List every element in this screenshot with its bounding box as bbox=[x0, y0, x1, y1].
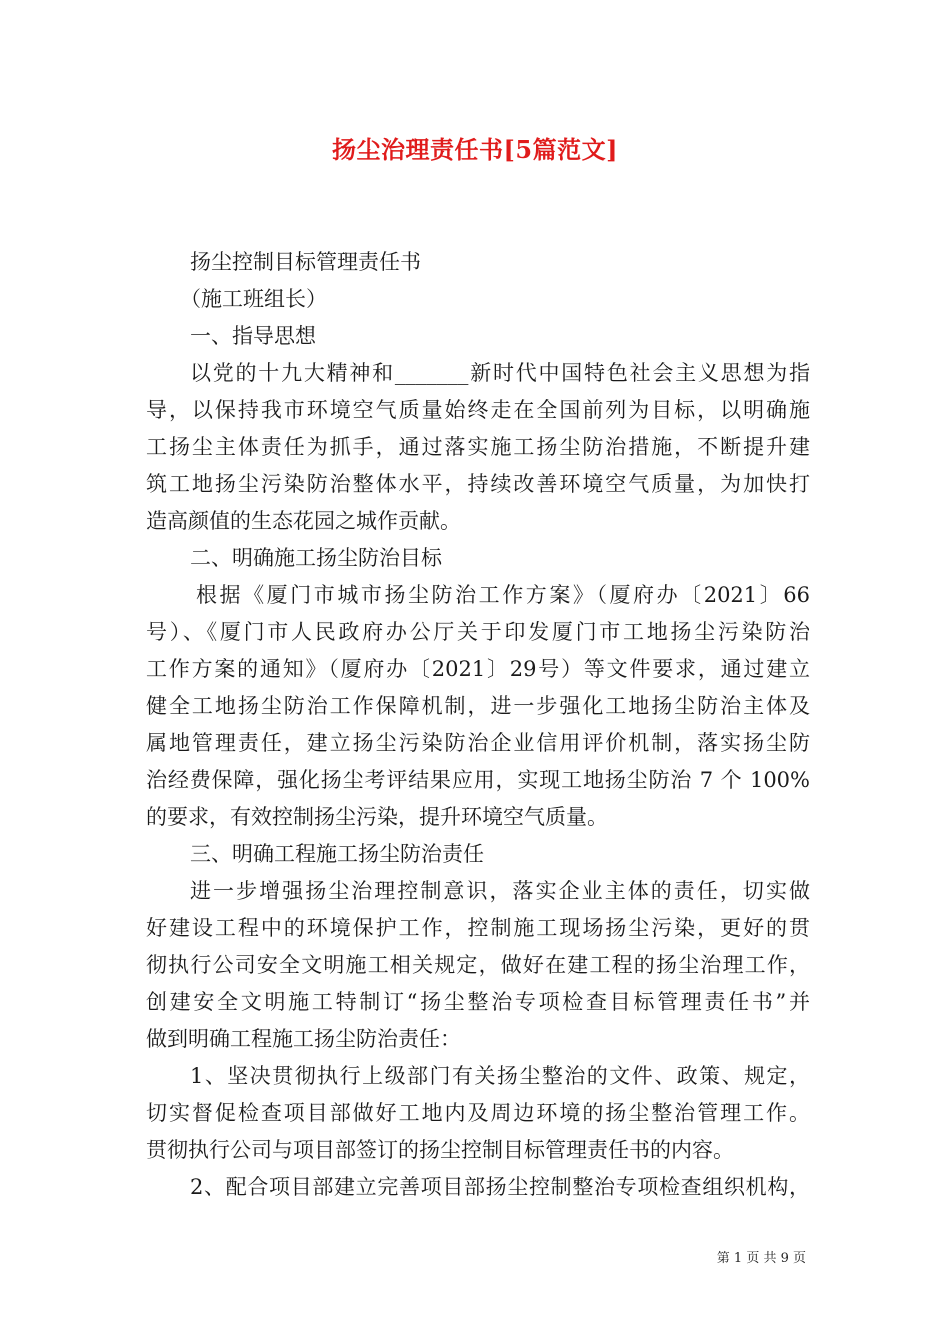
paragraph-line: 创建安全文明施工特制订“扬尘整治专项检查目标管理责任书”并 bbox=[146, 990, 810, 1014]
paragraph-line: 1、坚决贯彻执行上级部门有关扬尘整治的文件、政策、规定， bbox=[190, 1064, 810, 1088]
section-heading: 扬尘控制目标管理责任书 bbox=[190, 250, 421, 274]
paragraph-line: 彻执行公司安全文明施工相关规定，做好在建工程的扬尘治理工作， bbox=[146, 953, 810, 977]
paragraph-line: 2、配合项目部建立完善项目部扬尘控制整治专项检查组织机构， bbox=[190, 1175, 810, 1199]
paragraph-line: 筑工地扬尘污染防治整体水平，持续改善环境空气质量，为加快打 bbox=[146, 472, 810, 496]
paragraph-line: 属地管理责任，建立扬尘污染防治企业信用评价机制，落实扬尘防 bbox=[146, 731, 810, 755]
paragraph-line: 根据《厦门市城市扬尘防治工作方案》（厦府办〔2021〕66 bbox=[196, 583, 810, 607]
section-subtitle: （施工班组长） bbox=[180, 287, 327, 311]
document-title: 扬尘治理责任书[5篇范文] bbox=[332, 135, 618, 164]
paragraph-line: 贯彻执行公司与项目部签订的扬尘控制目标管理责任书的内容。 bbox=[146, 1138, 734, 1162]
page-number: 第 1 页 共 9 页 bbox=[716, 1251, 806, 1266]
section-heading: 三、明确工程施工扬尘防治责任 bbox=[190, 842, 484, 866]
paragraph-line: 工作方案的通知》（厦府办〔2021〕29号）等文件要求，通过建立 bbox=[146, 657, 810, 681]
paragraph-line: 好建设工程中的环境保护工作，控制施工现场扬尘污染，更好的贯 bbox=[146, 916, 810, 940]
paragraph-line: 造高颜值的生态花园之城作贡献。 bbox=[146, 509, 461, 533]
paragraph-line: 号）、《厦门市人民政府办公厅关于印发厦门市工地扬尘污染防治 bbox=[146, 620, 810, 644]
paragraph-line: 切实督促检查项目部做好工地内及周边环境的扬尘整治管理工作。 bbox=[146, 1101, 810, 1125]
paragraph-line: 治经费保障，强化扬尘考评结果应用，实现工地扬尘防治 7 个 100% bbox=[146, 768, 810, 792]
paragraph-line: 以党的十九大精神和_______新时代中国特色社会主义思想为指 bbox=[190, 361, 810, 385]
section-heading: 一、指导思想 bbox=[190, 324, 316, 348]
paragraph-line: 导，以保持我市环境空气质量始终走在全国前列为目标，以明确施 bbox=[146, 398, 810, 422]
paragraph-line: 进一步增强扬尘治理控制意识，落实企业主体的责任，切实做 bbox=[190, 879, 810, 903]
section-heading: 二、明确施工扬尘防治目标 bbox=[190, 546, 442, 570]
paragraph-line: 的要求，有效控制扬尘污染，提升环境空气质量。 bbox=[146, 805, 608, 829]
paragraph-line: 工扬尘主体责任为抓手，通过落实施工扬尘防治措施，不断提升建 bbox=[146, 435, 810, 459]
paragraph-line: 做到明确工程施工扬尘防治责任： bbox=[146, 1027, 461, 1051]
document-body bbox=[146, 244, 810, 1206]
paragraph-line: 健全工地扬尘防治工作保障机制，进一步强化工地扬尘防治主体及 bbox=[146, 694, 810, 718]
